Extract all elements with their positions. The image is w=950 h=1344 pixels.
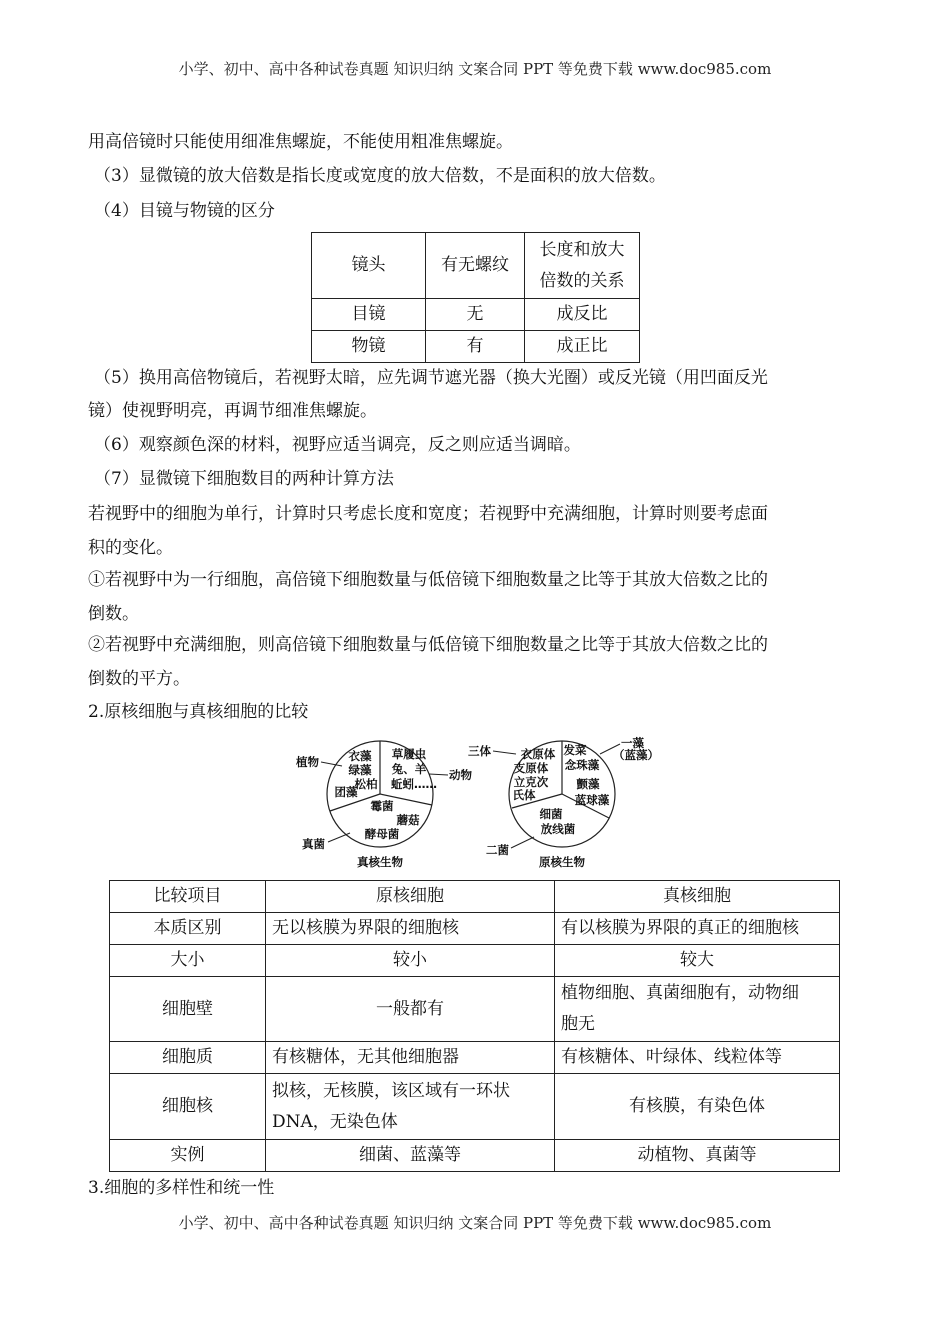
diagram-text: 发菜: [563, 743, 587, 757]
diagram-label: 植物: [296, 755, 319, 769]
diagram-text: 放线菌: [540, 822, 576, 836]
diagram-text: 衣原体: [520, 747, 556, 761]
lens-cell: 有: [426, 331, 525, 363]
lens-cell: 物镜: [312, 331, 426, 363]
diagram-text: 兔、羊: [391, 762, 427, 776]
cell-compare-table: [109, 880, 840, 1172]
diagram-label: （蓝藻）: [613, 748, 659, 762]
lens-cell: 无: [426, 299, 525, 331]
compare-header: 真核细胞: [555, 881, 840, 913]
diagram-text: 衣藻: [348, 749, 372, 763]
section-heading: 3.细胞的多样性和统一性: [88, 1178, 275, 1198]
diagram-text: 酵母菌: [364, 827, 400, 841]
compare-cell: 有核膜，有染色体: [555, 1074, 840, 1140]
diagram-label: 动物: [449, 768, 472, 782]
text-line: ②若视野中充满细胞，则高倍镜下细胞数量与低倍镜下细胞数量之比等于其放大倍数之比的: [88, 635, 768, 655]
compare-item: 细胞质: [110, 1042, 266, 1074]
diagram-text: 细菌: [539, 807, 563, 821]
compare-cell: 无以核膜为界限的细胞核: [266, 913, 555, 945]
compare-cell: 植物细胞、真菌细胞有，动物细 胞无: [555, 977, 840, 1042]
page-footer: 小学、初中、高中各种试卷真题 知识归纳 文案合同 PPT 等免费下载 www.doc985.com: [178, 1214, 772, 1232]
diagram-text: 蚯蚓……: [391, 777, 437, 791]
compare-item: 大小: [110, 945, 266, 977]
text-line: ①若视野中为一行细胞，高倍镜下细胞数量与低倍镜下细胞数量之比等于其放大倍数之比的: [88, 570, 768, 590]
compare-item: 实例: [110, 1140, 266, 1172]
diagram-text: 松柏: [354, 777, 378, 791]
text-line: 若视野中的细胞为单行，计算时只考虑长度和宽度；若视野中充满细胞，计算时则要考虑面: [88, 504, 768, 524]
diagram-text: 霉菌: [370, 799, 394, 813]
lens-cell: 成反比: [525, 299, 640, 331]
text-line: 用高倍镜时只能使用细准焦螺旋，不能使用粗准焦螺旋。: [88, 132, 513, 152]
diagram-text: 绿藻: [348, 763, 372, 777]
text-line: 倒数。: [88, 604, 139, 624]
compare-cell: 有核糖体，无其他细胞器: [266, 1042, 555, 1074]
diagram-text: 颤藻: [576, 777, 600, 791]
diagram-text: 立克次: [513, 775, 549, 789]
diagram-text: 团藻: [334, 785, 358, 799]
text-line: （4）目镜与物镜的区分: [94, 201, 275, 221]
compare-cell: 有核糖体、叶绿体、线粒体等: [555, 1042, 840, 1074]
diagram-label: 一藻: [621, 736, 644, 750]
compare-cell: 较大: [555, 945, 840, 977]
text-line: （5）换用高倍物镜后，若视野太暗，应先调节遮光器（换大光圈）或反光镜（用凹面反光: [94, 368, 768, 388]
diagram-text: 念珠藻: [564, 758, 600, 772]
lens-table: [311, 232, 640, 363]
text-line: （3）显微镜的放大倍数是指长度或宽度的放大倍数，不是面积的放大倍数。: [94, 166, 666, 186]
compare-item: 细胞壁: [110, 977, 266, 1042]
text-line: 积的变化。: [88, 538, 173, 558]
lens-header: 镜头: [312, 233, 426, 299]
diagram-caption: 真核生物: [357, 855, 403, 869]
lens-cell: 目镜: [312, 299, 426, 331]
diagram-text: 蓝球藻: [574, 793, 610, 807]
lens-header: 长度和放大 倍数的关系: [525, 233, 640, 299]
compare-cell: 拟核，无核膜，该区域有一环状 DNA，无染色体: [266, 1074, 555, 1140]
compare-cell: 细菌、蓝藻等: [266, 1140, 555, 1172]
lens-header: 有无螺纹: [426, 233, 525, 299]
compare-cell: 一般都有: [266, 977, 555, 1042]
diagram-text: 蘑菇: [396, 813, 420, 827]
diagram-label: 三体: [468, 744, 491, 758]
text-line: （7）显微镜下细胞数目的两种计算方法: [94, 469, 394, 489]
diagram-text: 草履虫: [391, 747, 427, 761]
compare-cell: 动植物、真菌等: [555, 1140, 840, 1172]
compare-item: 细胞核: [110, 1074, 266, 1140]
section-heading: 2.原核细胞与真核细胞的比较: [88, 702, 309, 722]
diagram-text: 支原体: [513, 761, 549, 775]
compare-cell: 有以核膜为界限的真正的细胞核: [555, 913, 840, 945]
diagram-caption: 原核生物: [539, 855, 585, 869]
cell-classification-diagram: [288, 736, 668, 872]
text-line: 镜）使视野明亮，再调节细准焦螺旋。: [88, 401, 377, 421]
compare-item: 本质区别: [110, 913, 266, 945]
compare-header: 原核细胞: [266, 881, 555, 913]
compare-header: 比较项目: [110, 881, 266, 913]
text-line: 倒数的平方。: [88, 669, 190, 689]
diagram-label: 真菌: [302, 837, 325, 851]
diagram-text: 氏体: [512, 788, 536, 802]
lens-cell: 成正比: [525, 331, 640, 363]
diagram-label: 二菌: [486, 843, 509, 857]
text-line: （6）观察颜色深的材料，视野应适当调亮，反之则应适当调暗。: [94, 435, 581, 455]
page-header: 小学、初中、高中各种试卷真题 知识归纳 文案合同 PPT 等免费下载 www.doc985.com: [178, 60, 772, 78]
compare-cell: 较小: [266, 945, 555, 977]
